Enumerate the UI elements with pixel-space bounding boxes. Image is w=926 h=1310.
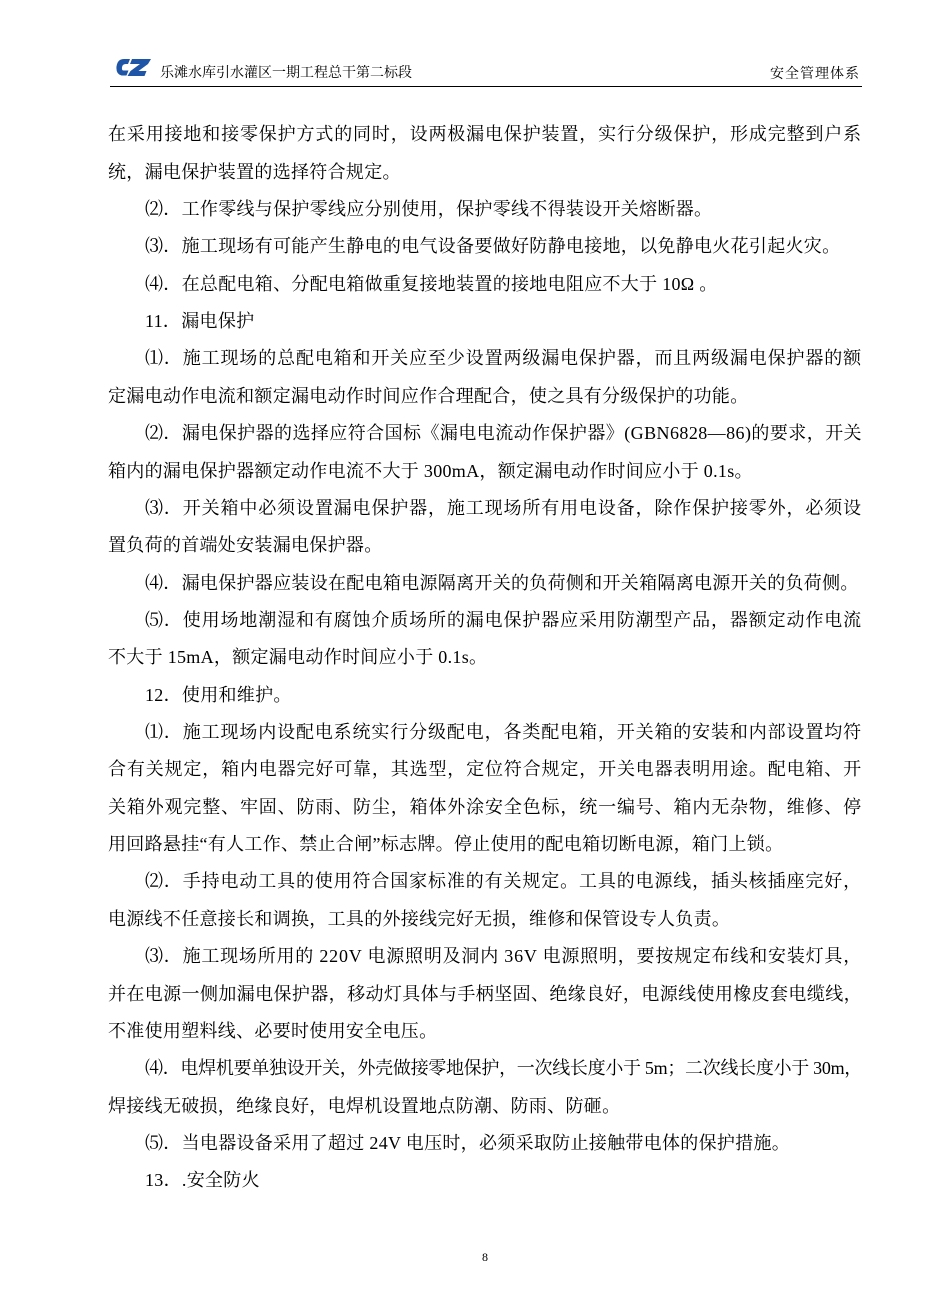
section-heading-11 — [108, 303, 862, 340]
project-title: 乐滩水库引水灌区一期工程总干第二标段 — [160, 66, 412, 81]
text-line: 在采用接地和接零保护方式的同时，设两极漏电保护装置，实行分级保护，形成完整到户系 — [108, 124, 862, 145]
paragraph — [108, 1125, 862, 1162]
paragraph — [108, 602, 862, 677]
section-heading-text: 12．使用和维护。 — [145, 684, 292, 705]
text-line: 不准使用塑料线、必要时使用安全电压。 — [108, 1020, 438, 1041]
paragraph — [108, 340, 862, 415]
logo-right-shape — [128, 59, 152, 76]
text-line: 关箱外观完整、牢固、防雨、防尘，箱体外涂安全色标，统一编号、箱内无杂物，维修、停 — [108, 796, 862, 817]
company-logo-icon — [115, 56, 153, 80]
paragraph — [108, 116, 862, 191]
text-line: ⑸．当电器设备采用了超过 24V 电压时，必须采取防止接触带电体的保护措施。 — [145, 1133, 791, 1153]
text-line: ⑴．施工现场内设配电系统实行分级配电，各类配电箱，开关箱的安装和内部设置均符 — [145, 722, 862, 743]
text-line: 置负荷的首端处安装漏电保护器。 — [108, 535, 383, 556]
text-line: 箱内的漏电保护器额定动作电流不大于 300mA，额定漏电动作时间应小于 0.1s。 — [108, 460, 753, 481]
text-line: 定漏电动作电流和额定漏电动作时间应作合理配合，使之具有分级保护的功能。 — [108, 385, 749, 406]
paragraph — [108, 1050, 862, 1125]
paragraph — [108, 565, 862, 602]
text-line: ⑵．手持电动工具的使用符合国家标准的有关规定。工具的电源线，插头核插座完好， — [145, 871, 862, 892]
paragraph — [108, 938, 862, 1050]
text-line: 电源线不任意接长和调换，工具的外接线完好无损，维修和保管设专人负责。 — [108, 908, 731, 929]
text-line: ⑸．使用场地潮湿和有腐蚀介质场所的漏电保护器应采用防潮型产品，器额定动作电流 — [145, 609, 862, 630]
section-heading-text: 13．.安全防火 — [145, 1170, 260, 1191]
section-title: 安全管理体系 — [770, 67, 860, 82]
text-line: ⑷．电焊机要单独设开关，外壳做接零地保护，一次线长度小于 5m；二次线长度小于 30m， — [145, 1058, 862, 1079]
text-line: ⑵．工作零线与保护零线应分别使用，保护零线不得装设开关熔断器。 — [145, 199, 713, 220]
text-line: 统，漏电保护装置的选择符合规定。 — [108, 161, 401, 182]
paragraph — [108, 863, 862, 938]
text-line: ⑷．漏电保护器应装设在配电箱电源隔离开关的负荷侧和开关箱隔离电源开关的负荷侧。 — [145, 572, 859, 593]
text-line: 合有关规定，箱内电器完好可靠，其选型，定位符合规定，开关电器表明用途。配电箱、开 — [108, 759, 862, 780]
text-line: 并在电源一侧加漏电保护器，移动灯具体与手柄坚固、绝缘良好，电源线使用橡皮套电缆线， — [108, 983, 862, 1004]
text-line: 不大于 15mA，额定漏电动作时间应小于 0.1s。 — [108, 647, 488, 668]
text-line: ⑶．施工现场有可能产生静电的电气设备要做好防静电接地，以免静电火花引起火灾。 — [145, 236, 841, 257]
paragraph — [108, 714, 862, 863]
header-divider — [110, 86, 862, 87]
paragraph — [108, 266, 862, 303]
paragraph — [108, 191, 862, 228]
logo-left-shape — [116, 59, 130, 76]
page-number: 8 — [482, 1250, 488, 1264]
paragraph — [108, 228, 862, 265]
text-line: 焊接线无破损，绝缘良好，电焊机设置地点防潮、防雨、防砸。 — [108, 1095, 621, 1116]
text-line: ⑷．在总配电箱、分配电箱做重复接地装置的接地电阻应不大于 10Ω 。 — [145, 273, 718, 294]
paragraph — [108, 415, 862, 490]
section-heading-12 — [108, 677, 862, 714]
document-body — [108, 116, 862, 1199]
text-line: ⑴．施工现场的总配电箱和开关应至少设置两级漏电保护器，而且两级漏电保护器的额 — [145, 348, 862, 369]
text-line: ⑶．开关箱中必须设置漏电保护器，施工现场所有用电设备，除作保护接零外，必须设 — [145, 497, 862, 518]
section-heading-text: 11．漏电保护 — [145, 311, 255, 332]
paragraph — [108, 490, 862, 565]
text-line: 用回路悬挂“有人工作、禁止合闸”标志牌。停止使用的配电箱切断电源，箱门上锁。 — [108, 834, 784, 855]
text-line: ⑵．漏电保护器的选择应符合国标《漏电电流动作保护器》(GBN6828—86)的要求，开关 — [145, 423, 862, 444]
section-heading-13 — [108, 1162, 862, 1199]
text-line: ⑶．施工现场所用的 220V 电源照明及洞内 36V 电源照明，要按规定布线和安装灯具， — [145, 946, 862, 967]
